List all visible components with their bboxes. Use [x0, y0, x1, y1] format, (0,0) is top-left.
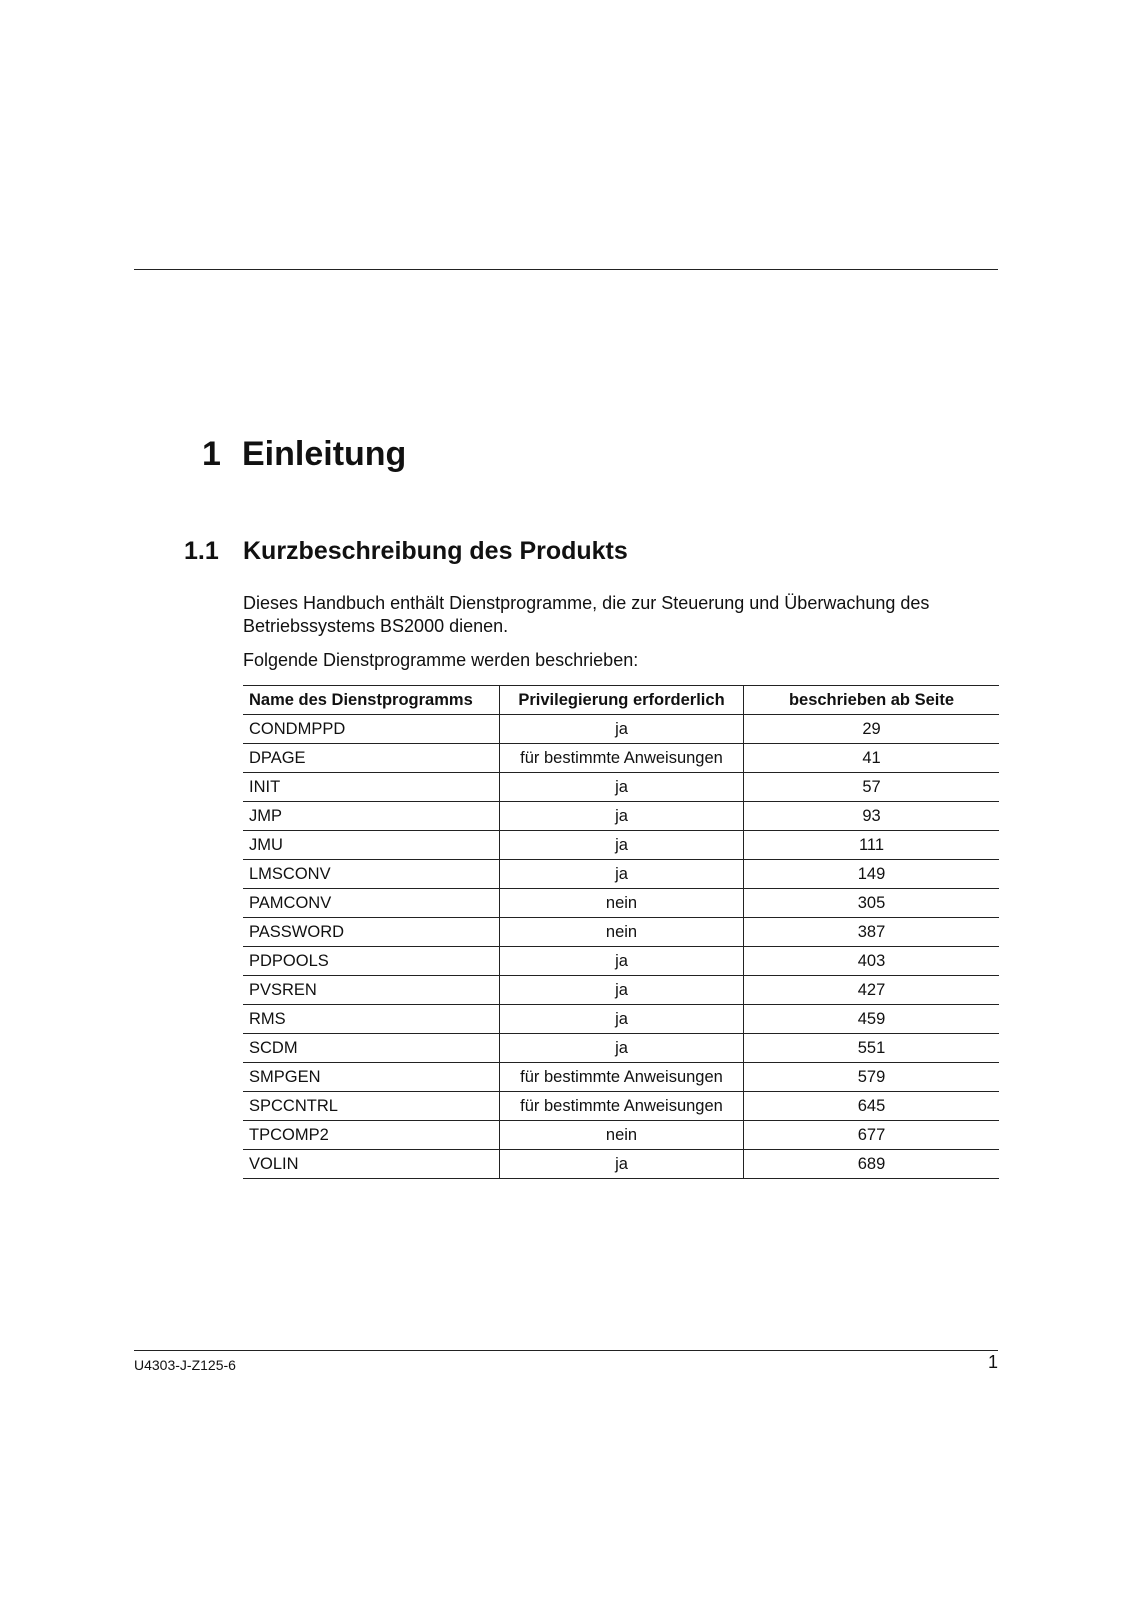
table-row: [243, 976, 999, 1005]
table-row: [243, 1121, 999, 1150]
cell-page: 149: [744, 860, 1000, 889]
cell-privilege: für bestimmte Anweisungen: [500, 1063, 744, 1092]
cell-name: JMP: [243, 802, 500, 831]
cell-name: PASSWORD: [243, 918, 500, 947]
cell-name: PVSREN: [243, 976, 500, 1005]
cell-name: PDPOOLS: [243, 947, 500, 976]
header-name: Name des Dienstprogramms: [243, 686, 500, 715]
cell-page: 111: [744, 831, 1000, 860]
cell-page: 305: [744, 889, 1000, 918]
cell-name: DPAGE: [243, 744, 500, 773]
cell-privilege: ja: [500, 773, 744, 802]
cell-name: CONDMPPD: [243, 715, 500, 744]
utilities-table: [243, 685, 999, 1179]
cell-page: 41: [744, 744, 1000, 773]
section-title-text: Kurzbeschreibung des Produkts: [243, 537, 628, 565]
cell-privilege: ja: [500, 1034, 744, 1063]
header-rule: [134, 269, 998, 270]
table-row: [243, 1063, 999, 1092]
table-row: [243, 744, 999, 773]
table-row: [243, 773, 999, 802]
cell-page: 57: [744, 773, 1000, 802]
cell-name: TPCOMP2: [243, 1121, 500, 1150]
cell-privilege: ja: [500, 1005, 744, 1034]
table-row: [243, 947, 999, 976]
footer-rule: [134, 1350, 998, 1351]
cell-privilege: nein: [500, 1121, 744, 1150]
cell-privilege: ja: [500, 947, 744, 976]
table-row: [243, 831, 999, 860]
cell-name: RMS: [243, 1005, 500, 1034]
cell-name: JMU: [243, 831, 500, 860]
cell-name: PAMCONV: [243, 889, 500, 918]
cell-privilege: ja: [500, 1150, 744, 1179]
cell-privilege: ja: [500, 831, 744, 860]
section-title: [184, 536, 628, 566]
cell-page: 677: [744, 1121, 1000, 1150]
cell-name: SMPGEN: [243, 1063, 500, 1092]
table-row: [243, 860, 999, 889]
section-number: 1.1: [184, 537, 219, 565]
chapter-number: 1: [202, 435, 221, 473]
lead-paragraph: Folgende Dienstprogramme werden beschrieben:: [243, 650, 639, 670]
cell-privilege: ja: [500, 802, 744, 831]
table-row: [243, 1092, 999, 1121]
cell-name: SPCCNTRL: [243, 1092, 500, 1121]
table-row: [243, 802, 999, 831]
table-row: [243, 918, 999, 947]
cell-name: VOLIN: [243, 1150, 500, 1179]
intro-paragraph: Dieses Handbuch enthält Dienstprogramme, die zur Steuerung und Überwachung des Betriebssystems BS2000 dienen.: [243, 593, 930, 636]
cell-page: 93: [744, 802, 1000, 831]
cell-name: SCDM: [243, 1034, 500, 1063]
cell-page: 579: [744, 1063, 1000, 1092]
header-page: beschrieben ab Seite: [744, 686, 1000, 715]
cell-page: 645: [744, 1092, 1000, 1121]
page-number: 1: [987, 1352, 998, 1372]
table-row: [243, 1150, 999, 1179]
cell-page: 551: [744, 1034, 1000, 1063]
table-row: [243, 1034, 999, 1063]
cell-page: 403: [744, 947, 1000, 976]
cell-name: LMSCONV: [243, 860, 500, 889]
chapter-title-text: Einleitung: [242, 435, 407, 473]
cell-name: INIT: [243, 773, 500, 802]
cell-page: 459: [744, 1005, 1000, 1034]
cell-page: 427: [744, 976, 1000, 1005]
table-body: [243, 715, 999, 1179]
cell-page: 29: [744, 715, 1000, 744]
cell-privilege: ja: [500, 860, 744, 889]
cell-privilege: nein: [500, 889, 744, 918]
table-row: [243, 889, 999, 918]
document-id: U4303-J-Z125-6: [134, 1357, 236, 1373]
table-header-row: [243, 686, 999, 715]
cell-privilege: für bestimmte Anweisungen: [500, 1092, 744, 1121]
cell-privilege: für bestimmte Anweisungen: [500, 744, 744, 773]
cell-privilege: ja: [500, 715, 744, 744]
cell-privilege: nein: [500, 918, 744, 947]
chapter-title: [202, 434, 406, 474]
table-row: [243, 715, 999, 744]
cell-page: 387: [744, 918, 1000, 947]
cell-page: 689: [744, 1150, 1000, 1179]
cell-privilege: ja: [500, 976, 744, 1005]
header-privilege: Privilegierung erforderlich: [500, 686, 744, 715]
table-row: [243, 1005, 999, 1034]
